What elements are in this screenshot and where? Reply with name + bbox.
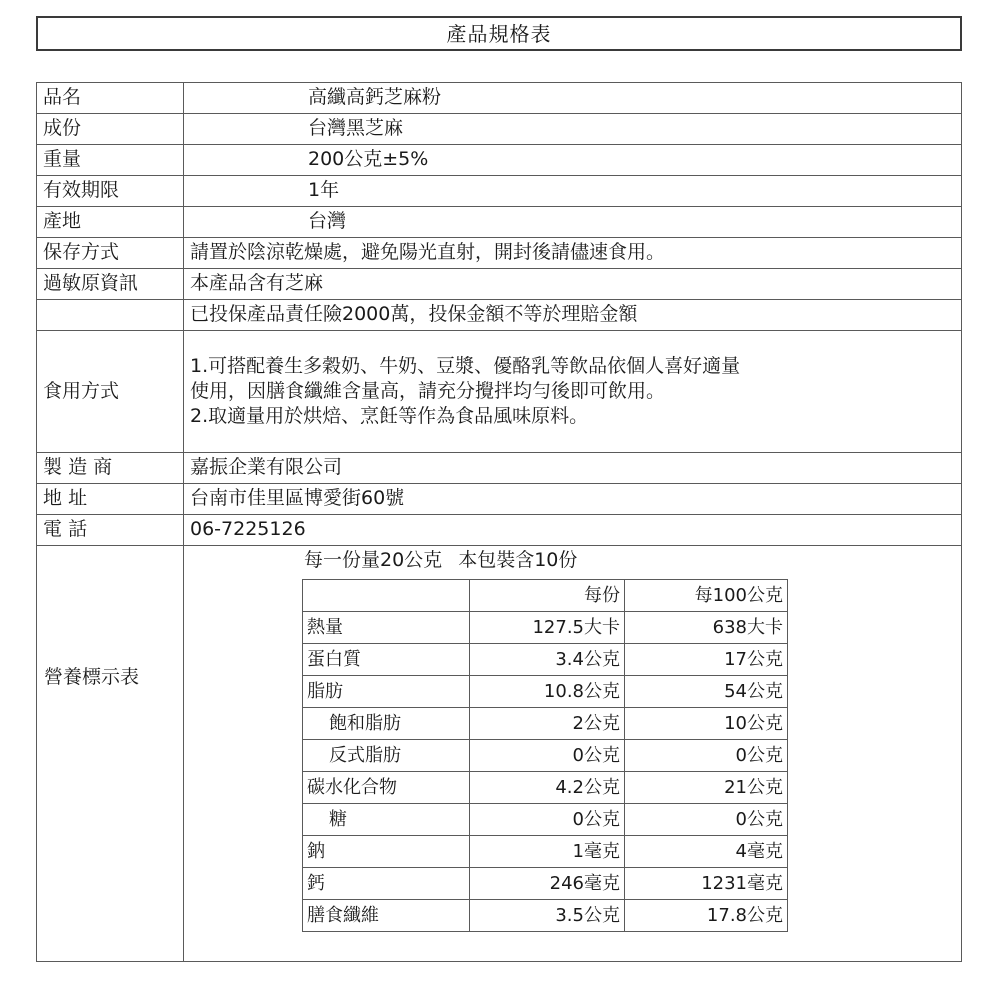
nutrition-row <box>303 836 788 868</box>
row-label: 有效期限 <box>37 176 184 207</box>
table-row <box>37 176 962 207</box>
nutrient-per-serving: 127.5大卡 <box>470 612 625 644</box>
nutrition-column-header: 每份 <box>470 580 625 612</box>
nutrition-facts-table <box>302 579 788 932</box>
row-label: 過敏原資訊 <box>37 269 184 300</box>
nutrition-label-text: 營養標示表 <box>44 666 140 688</box>
table-row-address <box>37 484 962 515</box>
page-title: 產品規格表 <box>446 21 552 46</box>
nutrient-per-serving: 4.2公克 <box>470 772 625 804</box>
nutrient-name: 蛋白質 <box>303 644 470 676</box>
row-value-text: 台灣 <box>308 210 347 233</box>
usage-line-2: 使用，因膳食纖維含量高，請充分攪拌均勻後即可飲用。 <box>190 380 666 403</box>
nutrient-name: 鈉 <box>303 836 470 868</box>
table-row-phone <box>37 515 962 546</box>
nutrition-row <box>303 772 788 804</box>
nutrient-name: 碳水化合物 <box>303 772 470 804</box>
row-label: 產地 <box>37 207 184 238</box>
row-label-nutrition <box>37 546 184 962</box>
nutrient-per-100g: 0公克 <box>625 804 788 836</box>
table-row <box>37 114 962 145</box>
row-value-text: 200公克±5% <box>308 148 429 171</box>
nutrition-row <box>303 644 788 676</box>
nutrient-per-100g: 638大卡 <box>625 612 788 644</box>
row-label-manufacturer: 製造商 <box>37 453 184 484</box>
nutrition-column-header: 每100公克 <box>625 580 788 612</box>
row-value: 請置於陰涼乾燥處，避免陽光直射，開封後請儘速食用。 <box>184 238 962 269</box>
nutrient-per-serving: 3.5公克 <box>470 900 625 932</box>
table-row-nutrition <box>37 546 962 962</box>
nutrition-serving-header <box>304 549 577 573</box>
table-row <box>37 300 962 331</box>
row-value-text: 台灣黑芝麻 <box>308 117 404 140</box>
specification-table <box>36 82 962 962</box>
table-row-usage <box>37 331 962 453</box>
nutrition-row <box>303 740 788 772</box>
row-value <box>184 207 962 238</box>
nutrient-name: 鈣 <box>303 868 470 900</box>
nutrient-per-serving: 1毫克 <box>470 836 625 868</box>
nutrient-per-100g: 10公克 <box>625 708 788 740</box>
row-label: 保存方式 <box>37 238 184 269</box>
nutrient-per-100g: 17.8公克 <box>625 900 788 932</box>
nutrient-per-100g: 4毫克 <box>625 836 788 868</box>
table-row <box>37 269 962 300</box>
row-label-phone: 電話 <box>37 515 184 546</box>
spec-table-body <box>37 83 962 962</box>
nutrition-row <box>303 804 788 836</box>
row-label: 成份 <box>37 114 184 145</box>
row-value: 本產品含有芝麻 <box>184 269 962 300</box>
nutrient-per-100g: 21公克 <box>625 772 788 804</box>
row-value <box>184 145 962 176</box>
nutrient-per-serving: 3.4公克 <box>470 644 625 676</box>
nutrient-per-100g: 54公克 <box>625 676 788 708</box>
nutrient-per-100g: 17公克 <box>625 644 788 676</box>
serving-size-text: 每一份量20公克 <box>304 549 443 571</box>
nutrient-per-100g: 1231毫克 <box>625 868 788 900</box>
nutrient-name: 飽和脂肪 <box>303 708 470 740</box>
nutrient-per-serving: 10.8公克 <box>470 676 625 708</box>
row-value-phone: 06-7225126 <box>184 515 962 546</box>
nutrition-header-blank <box>303 580 470 612</box>
row-value-manufacturer: 嘉振企業有限公司 <box>184 453 962 484</box>
nutrient-per-serving: 0公克 <box>470 740 625 772</box>
row-value <box>184 176 962 207</box>
nutrition-table-body <box>303 580 788 932</box>
nutrition-row <box>303 676 788 708</box>
row-value-nutrition <box>184 546 962 962</box>
row-value-usage <box>184 331 962 453</box>
nutrition-row <box>303 868 788 900</box>
row-label-usage: 食用方式 <box>37 331 184 453</box>
row-label: 品名 <box>37 83 184 114</box>
row-label <box>37 300 184 331</box>
nutrient-per-serving: 2公克 <box>470 708 625 740</box>
row-value: 已投保產品責任險2000萬，投保金額不等於理賠金額 <box>184 300 962 331</box>
row-value-text: 1年 <box>308 179 340 202</box>
nutrient-per-100g: 0公克 <box>625 740 788 772</box>
nutrition-header-row <box>303 580 788 612</box>
table-row <box>37 145 962 176</box>
row-label: 重量 <box>37 145 184 176</box>
row-value <box>184 83 962 114</box>
nutrient-per-serving: 0公克 <box>470 804 625 836</box>
nutrient-name: 脂肪 <box>303 676 470 708</box>
table-row <box>37 207 962 238</box>
table-row <box>37 83 962 114</box>
row-value-text: 高纖高鈣芝麻粉 <box>308 86 442 109</box>
nutrition-row <box>303 708 788 740</box>
nutrient-name: 熱量 <box>303 612 470 644</box>
table-row-manufacturer <box>37 453 962 484</box>
nutrition-row <box>303 900 788 932</box>
nutrient-name: 膳食纖維 <box>303 900 470 932</box>
nutrient-name: 糖 <box>303 804 470 836</box>
document-title-box <box>36 16 962 51</box>
nutrient-per-serving: 246毫克 <box>470 868 625 900</box>
servings-per-container-text: 本包裝含10份 <box>458 549 578 571</box>
row-value <box>184 114 962 145</box>
usage-line-3: 2.取適量用於烘焙、烹飪等作為食品風味原料。 <box>190 404 589 427</box>
nutrition-row <box>303 612 788 644</box>
usage-line-1: 1.可搭配養生多穀奶、牛奶、豆漿、優酪乳等飲品依個人喜好適量 <box>190 355 741 378</box>
row-value-address: 台南市佳里區博愛街60號 <box>184 484 962 515</box>
row-label-address: 地址 <box>37 484 184 515</box>
table-row <box>37 238 962 269</box>
nutrient-name: 反式脂肪 <box>303 740 470 772</box>
